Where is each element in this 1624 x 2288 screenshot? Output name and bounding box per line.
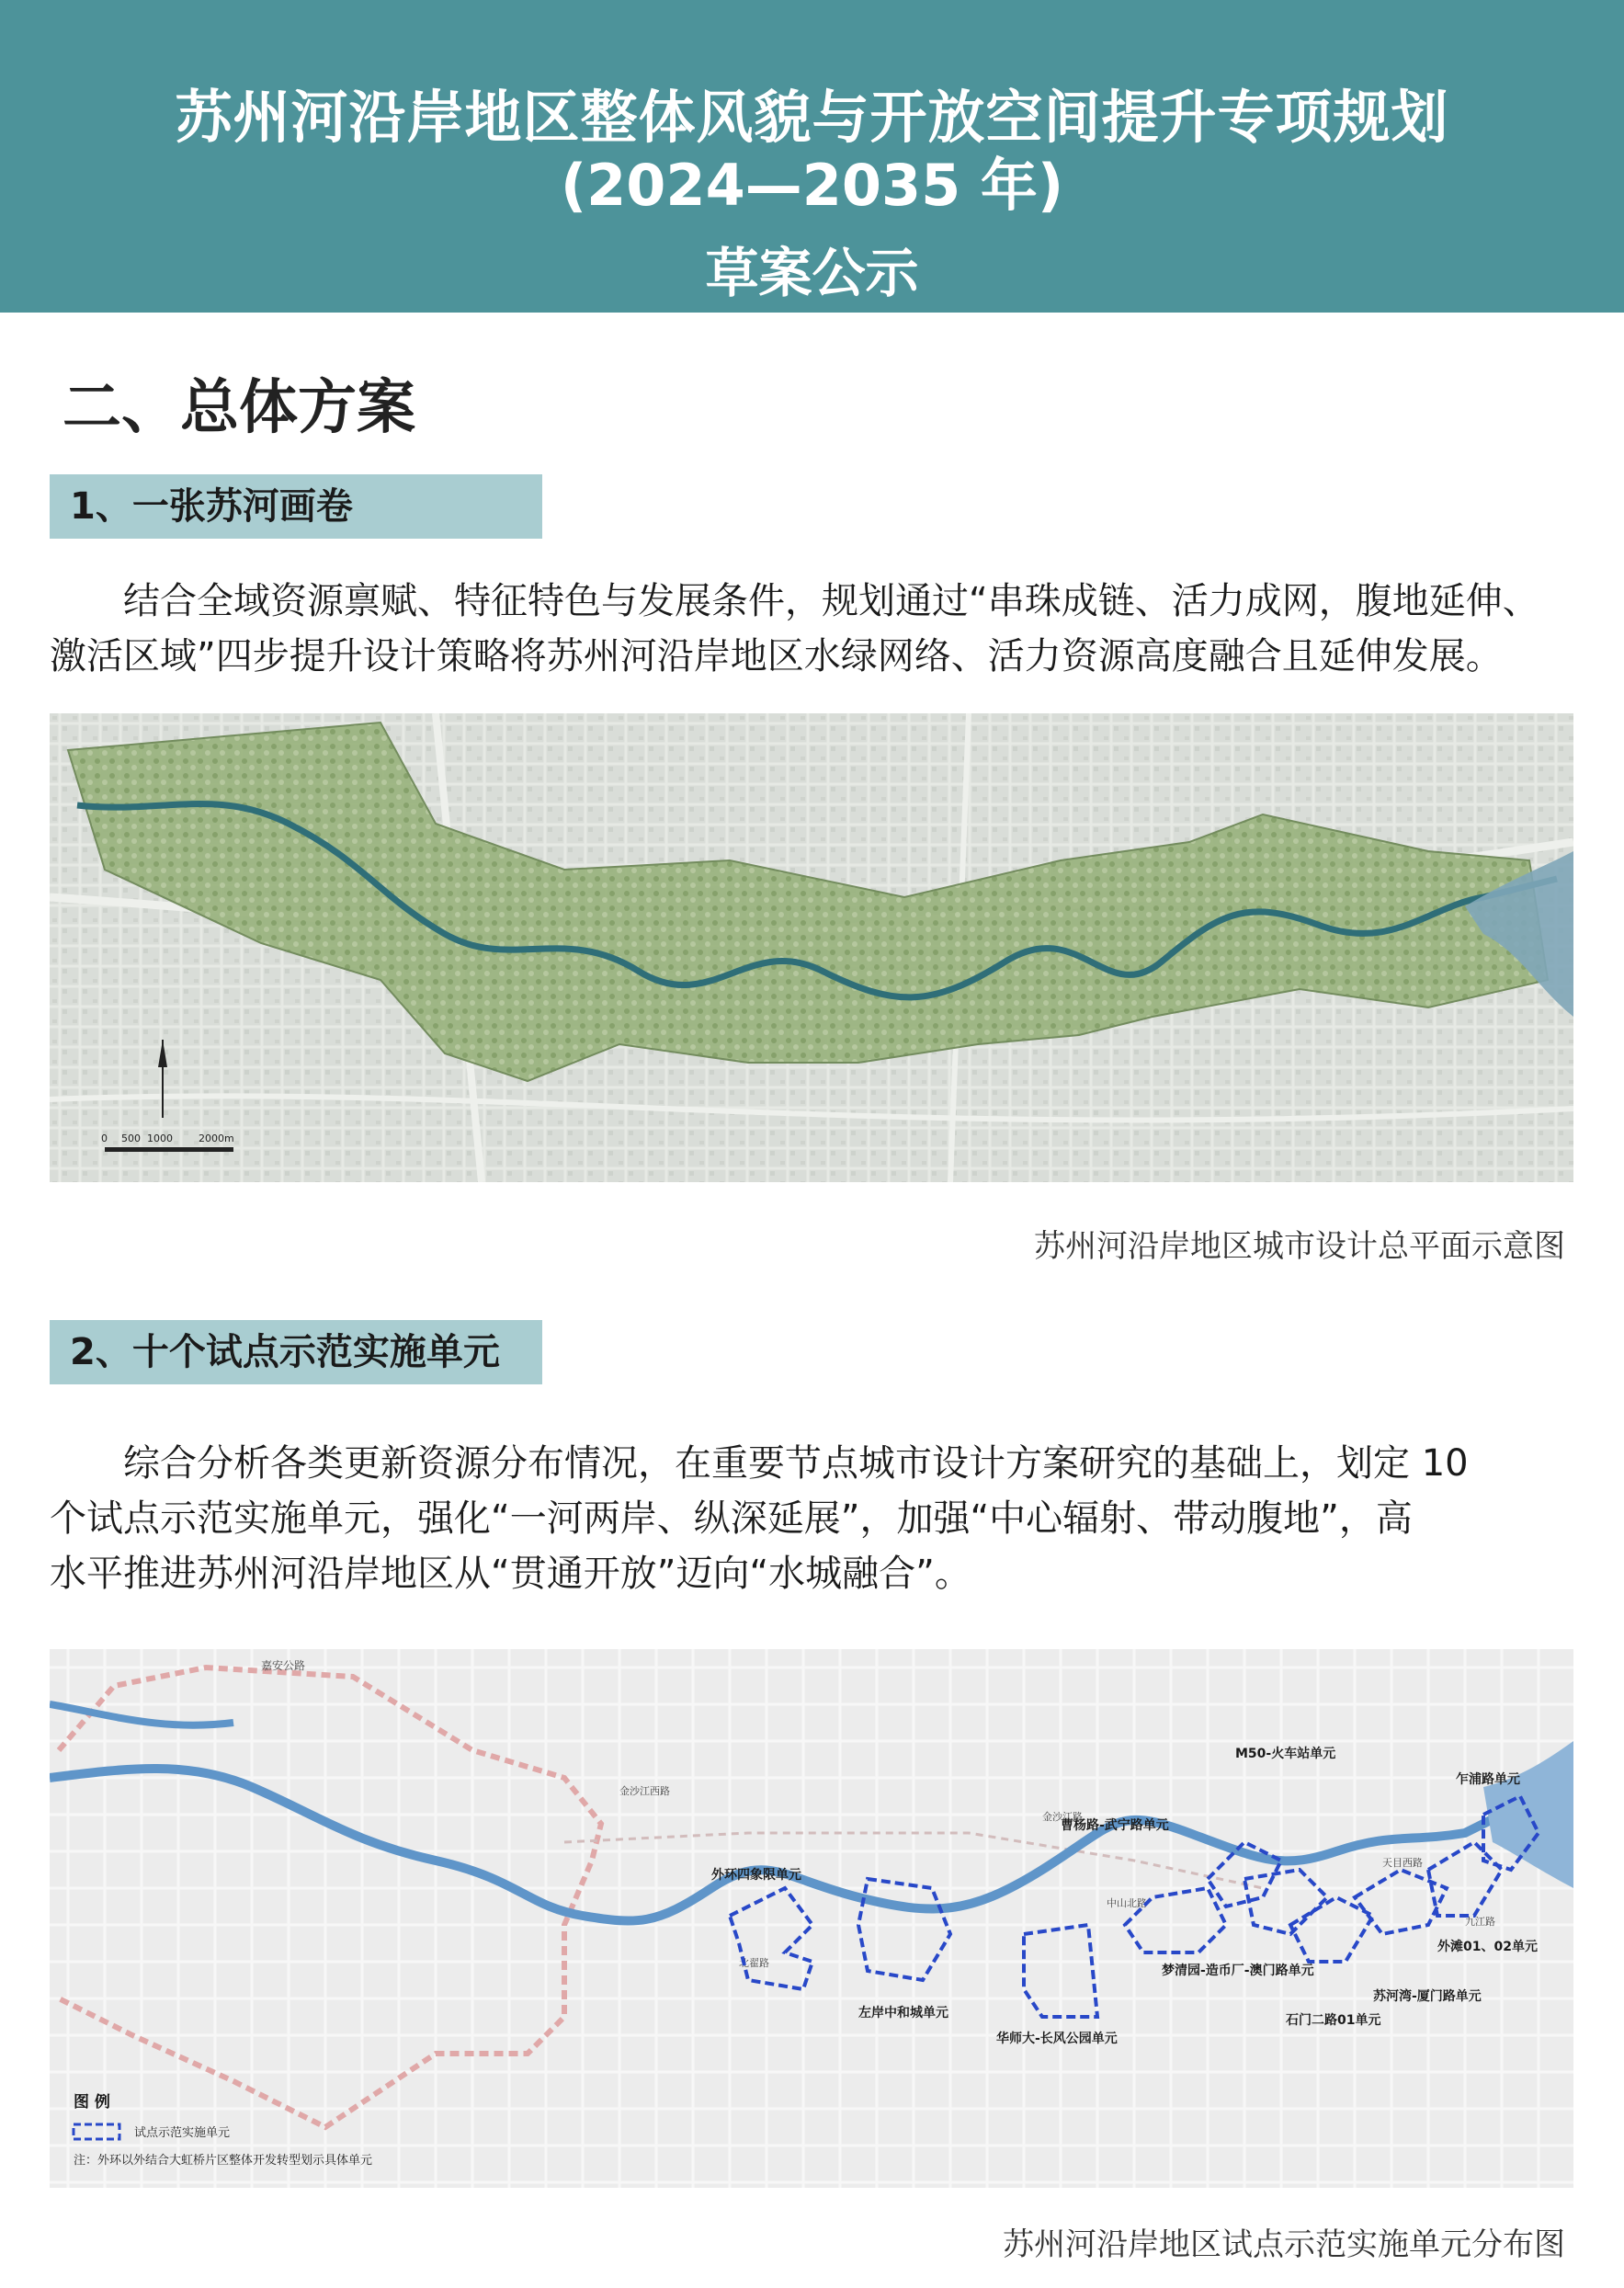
header-banner (0, 0, 1624, 313)
document-subtitle: 草案公示 (705, 242, 919, 304)
unit-label: 梦清园-造币厂-澳门路单元 (1162, 1964, 1314, 1978)
road-label: 金沙江西路 (619, 1785, 670, 1797)
scale-label: 0 (101, 1133, 108, 1144)
road-label: 北翟路 (739, 1957, 769, 1969)
document-title: 苏州河沿岸地区整体风貌与开放空间提升专项规划 (175, 84, 1449, 151)
pilot-units-map (50, 1649, 1573, 2188)
document-years: (2024—2035 年) (560, 152, 1064, 219)
part1-heading: 1、一张苏河画卷 (50, 474, 542, 539)
master-plan-figure (50, 713, 1573, 1182)
legend-title: 图 例 (74, 2093, 110, 2112)
unit-label: 曹杨路-武宁路单元 (1061, 1818, 1169, 1833)
road-label: 嘉安公路 (261, 1659, 306, 1672)
unit-label: 左岸中和城单元 (858, 2006, 948, 2020)
unit-label: M50-火车站单元 (1235, 1747, 1336, 1761)
scale-label: 1000 (147, 1133, 173, 1144)
unit-label: 华师大-长风公园单元 (996, 2032, 1118, 2046)
scale-label: 500 (121, 1133, 141, 1144)
figure2-caption: 苏州河沿岸地区试点示范实施单元分布图 (1003, 2226, 1565, 2263)
part2-paragraph-line: 综合分析各类更新资源分布情况，在重要节点城市设计方案研究的基础上，划定 10 (50, 1442, 1469, 1485)
master-plan-map (50, 713, 1573, 1182)
unit-label: 外滩01、02单元 (1437, 1940, 1538, 1954)
part2-paragraph-line: 水平推进苏州河沿岸地区从“贯通开放”迈向“水城融合”。 (50, 1553, 971, 1595)
part1-paragraph-line: 激活区域”四步提升设计策略将苏州河沿岸地区水绿网络、活力资源高度融合且延伸发展。 (50, 635, 1503, 677)
road-label: 九江路 (1465, 1916, 1495, 1928)
scale-bar (101, 1133, 234, 1152)
road-label: 中山北路 (1107, 1897, 1147, 1909)
unit-label: 外环四象限单元 (711, 1868, 801, 1883)
pilot-units-figure (50, 1649, 1573, 2188)
scale-label: 2000m (199, 1133, 234, 1144)
legend-note: 注：外环以外结合大虹桥片区整体开发转型划示具体单元 (74, 2154, 373, 2168)
road-label: 天目西路 (1382, 1857, 1423, 1869)
part2-paragraph (50, 1436, 1577, 1601)
figure1-caption: 苏州河沿岸地区城市设计总平面示意图 (1034, 1228, 1565, 1265)
section-title: 二、总体方案 (62, 374, 415, 442)
basemap (50, 1649, 1573, 2188)
part1-paragraph (50, 574, 1577, 684)
part2-paragraph-line: 个试点示范实施单元，强化“一河两岸、纵深延展”，加强“中心辐射、带动腹地”，高 (50, 1497, 1413, 1540)
road-label: 金沙江路 (1042, 1811, 1083, 1823)
unit-label: 苏河湾-厦门路单元 (1373, 1989, 1482, 2004)
part2-heading: 2、十个试点示范实施单元 (50, 1320, 542, 1384)
legend-item-label: 试点示范实施单元 (134, 2126, 231, 2140)
unit-label: 乍浦路单元 (1456, 1772, 1520, 1787)
part1-paragraph-line: 结合全域资源禀赋、特征特色与发展条件，规划通过“串珠成链、活力成网，腹地延伸、 (50, 580, 1539, 622)
unit-label: 石门二路01单元 (1286, 2013, 1381, 2028)
